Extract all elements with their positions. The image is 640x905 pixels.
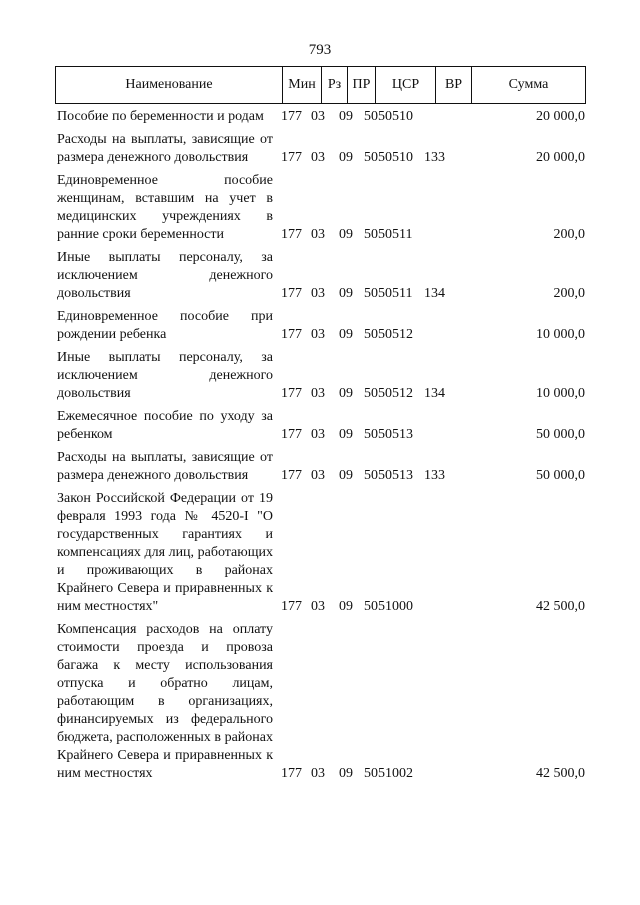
cell-vr: 134 (424, 286, 445, 301)
table-body (57, 108, 586, 788)
table-header (55, 66, 586, 104)
cell-vr: 133 (424, 150, 445, 165)
cell-sum: 42 500,0 (536, 766, 585, 781)
cell-rz: 03 (311, 427, 325, 442)
cell-pr: 09 (339, 109, 353, 124)
cell-name: Единовременное пособие при рождении ребенка (57, 309, 273, 342)
cell-pr: 09 (339, 766, 353, 781)
cell-vr: 133 (424, 468, 445, 483)
cell-min: 177 (281, 327, 302, 342)
cell-name: Расходы на выплаты, зависящие от размера денежного довольствия (57, 450, 273, 483)
table-row (57, 449, 586, 485)
cell-csr: 5050512 (364, 327, 413, 342)
cell-name: Иные выплаты персоналу, за исключением денежного довольствия (57, 250, 273, 301)
table-row (57, 349, 586, 403)
cell-name: Компенсация расходов на оплату стоимости проезда и провоза багажа к месту использования отпуска и обратно лицам, работающим в организациях, финансируемых из федерального бюджета, расположенных в районах Крайнего Севера и приравненных к ним местностях (57, 622, 273, 781)
header-vr: ВР (436, 67, 472, 103)
table-row (57, 131, 586, 167)
cell-sum: 200,0 (553, 227, 585, 242)
cell-min: 177 (281, 599, 302, 614)
cell-rz: 03 (311, 286, 325, 301)
cell-min: 177 (281, 150, 302, 165)
cell-name: Закон Российской Федерации от 19 февраля 1993 года № 4520-I "О государственных гарантиях и компенсациях для лиц, работающих и проживающих в районах Крайнего Севера и приравненных к ним местностях" (57, 491, 273, 614)
cell-rz: 03 (311, 386, 325, 401)
cell-rz: 03 (311, 109, 325, 124)
header-sum: Сумма (508, 77, 549, 92)
cell-sum: 50 000,0 (536, 427, 585, 442)
table-row (57, 249, 586, 303)
cell-csr: 5050512 (364, 386, 413, 401)
cell-rz: 03 (311, 227, 325, 242)
cell-min: 177 (281, 468, 302, 483)
cell-min: 177 (281, 227, 302, 242)
cell-name: Пособие по беременности и родам (57, 109, 264, 124)
cell-name: Иные выплаты персоналу, за исключением денежного довольствия (57, 350, 273, 401)
cell-min: 177 (281, 386, 302, 401)
cell-name: Ежемесячное пособие по уходу за ребенком (57, 409, 273, 442)
cell-pr: 09 (339, 386, 353, 401)
cell-pr: 09 (339, 227, 353, 242)
table-row (57, 408, 586, 444)
header-pr: ПР (348, 67, 376, 103)
cell-min: 177 (281, 766, 302, 781)
cell-sum: 42 500,0 (536, 599, 585, 614)
cell-vr: 134 (424, 386, 445, 401)
cell-sum: 10 000,0 (536, 327, 585, 342)
cell-name: Единовременное пособие женщинам, вставшим на учет в медицинских учреждениях в ранние сроки беременности (57, 173, 273, 242)
cell-sum: 200,0 (553, 286, 585, 301)
table-row (57, 172, 586, 244)
cell-min: 177 (281, 109, 302, 124)
cell-pr: 09 (339, 327, 353, 342)
cell-sum: 10 000,0 (536, 386, 585, 401)
cell-min: 177 (281, 427, 302, 442)
table-row (57, 308, 586, 344)
page-number: 793 (308, 42, 332, 58)
cell-csr: 5050513 (364, 427, 413, 442)
cell-csr: 5050510 (364, 109, 413, 124)
header-rz: Рз (322, 67, 348, 103)
cell-rz: 03 (311, 468, 325, 483)
cell-csr: 5050510 (364, 150, 413, 165)
cell-csr: 5050513 (364, 468, 413, 483)
table-row (57, 621, 586, 783)
header-name: Наименование (56, 67, 283, 103)
cell-sum: 20 000,0 (536, 150, 585, 165)
cell-min: 177 (281, 286, 302, 301)
cell-sum: 50 000,0 (536, 468, 585, 483)
cell-csr: 5051000 (364, 599, 413, 614)
table-row (57, 490, 586, 616)
cell-pr: 09 (339, 427, 353, 442)
cell-rz: 03 (311, 599, 325, 614)
cell-sum: 20 000,0 (536, 109, 585, 124)
cell-rz: 03 (311, 327, 325, 342)
cell-pr: 09 (339, 150, 353, 165)
cell-csr: 5051002 (364, 766, 413, 781)
cell-csr: 5050511 (364, 286, 413, 301)
table-row (57, 108, 586, 126)
cell-pr: 09 (339, 599, 353, 614)
cell-pr: 09 (339, 468, 353, 483)
cell-rz: 03 (311, 766, 325, 781)
cell-pr: 09 (339, 286, 353, 301)
cell-rz: 03 (311, 150, 325, 165)
cell-name: Расходы на выплаты, зависящие от размера денежного довольствия (57, 132, 273, 165)
cell-csr: 5050511 (364, 227, 413, 242)
header-min: Мин (283, 67, 322, 103)
header-csr: ЦСР (376, 67, 436, 103)
